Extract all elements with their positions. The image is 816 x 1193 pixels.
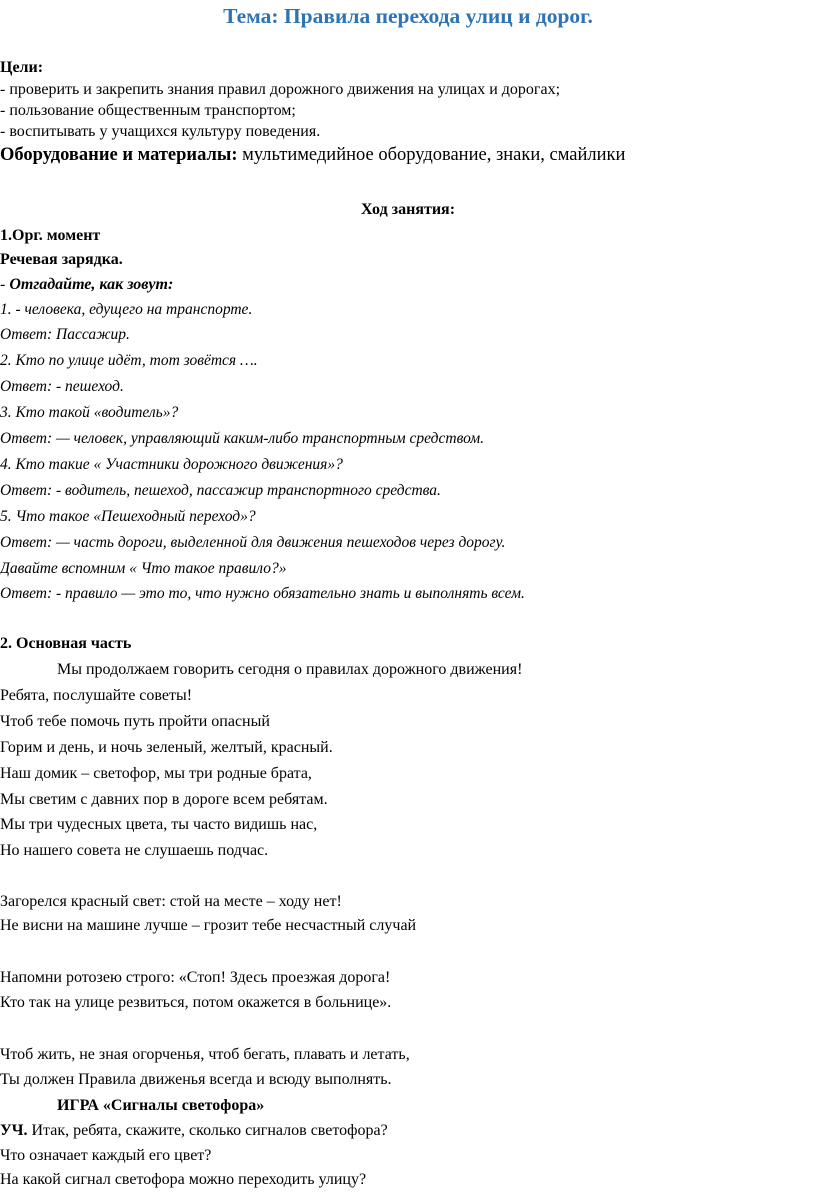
qa-line: 4. Кто такие « Участники дорожного движения»? bbox=[0, 456, 343, 473]
qa-line: Ответ: Пассажир. bbox=[0, 326, 130, 343]
riddle-prompt bbox=[0, 275, 173, 295]
equipment-line bbox=[0, 144, 625, 166]
page-title: Тема: Правила перехода улиц и дорог. bbox=[223, 4, 593, 28]
qa-line: Давайте вспомним « Что такое правило?» bbox=[0, 560, 287, 577]
section2-intro: Мы продолжаем говорить сегодня о правилах дорожного движения! bbox=[57, 661, 523, 678]
qa-line: 2. Кто по улице идёт, тот зовётся …. bbox=[0, 352, 258, 369]
teacher-label: УЧ. bbox=[0, 1122, 28, 1139]
section2-title: 2. Основная часть bbox=[0, 635, 132, 652]
qa-line: 1. - человека, едущего на транспорте. bbox=[0, 301, 253, 318]
prompt-text: Отгадайте, как зовут: bbox=[9, 276, 174, 293]
poem-line: Чтоб тебе помочь путь пройти опасный bbox=[0, 713, 270, 730]
poem-line: Наш домик – светофор, мы три родные брата, bbox=[0, 765, 312, 782]
poem-line: Горим и день, и ночь зеленый, желтый, красный. bbox=[0, 739, 333, 756]
poem-line: Кто так на улице резвиться, потом окажется в больнице». bbox=[0, 994, 392, 1011]
question-line: Что означает каждый его цвет? bbox=[0, 1147, 212, 1164]
qa-line: 5. Что такое «Пешеходный переход»? bbox=[0, 508, 256, 525]
question-line: На какой сигнал светофора можно переходить улицу? bbox=[0, 1171, 367, 1188]
equipment-text: мультимедийное оборудование, знаки, смайлики bbox=[237, 145, 626, 165]
prompt-dash: - bbox=[0, 276, 10, 293]
poem-line: Ребята, послушайте советы! bbox=[0, 687, 193, 704]
section1-title: 1.Орг. момент bbox=[0, 227, 101, 244]
poem-line: Чтоб жить, не зная огорченья, чтоб бегать, плавать и летать, bbox=[0, 1046, 410, 1063]
goal-item: - воспитывать у учащихся культуру поведения. bbox=[0, 123, 321, 140]
poem-line: Ты должен Правила движенья всегда и всюду выполнять. bbox=[0, 1071, 392, 1088]
poem-line: Но нашего совета не слушаешь подчас. bbox=[0, 842, 269, 859]
poem-line: Мы три чудесных цвета, ты часто видишь нас, bbox=[0, 816, 318, 833]
qa-line: 3. Кто такой «водитель»? bbox=[0, 404, 179, 421]
qa-line: Ответ: - правило — это то, что нужно обязательно знать и выполнять всем. bbox=[0, 585, 525, 602]
qa-line: Ответ: - водитель, пешеход, пассажир транспортного средства. bbox=[0, 482, 441, 499]
goals-label: Цели: bbox=[0, 59, 44, 76]
qa-line: Ответ: — часть дороги, выделенной для движения пешеходов через дорогу. bbox=[0, 534, 506, 551]
section1-subtitle: Речевая зарядка. bbox=[0, 251, 123, 268]
poem-line: Мы светим с давних пор в дороге всем ребятам. bbox=[0, 791, 328, 808]
equipment-label: Оборудование и материалы: bbox=[0, 145, 238, 165]
qa-line: Ответ: - пешеход. bbox=[0, 378, 124, 395]
goal-item: - пользование общественным транспортом; bbox=[0, 102, 296, 119]
goal-item: - проверить и закрепить знания правил дорожного движения на улицах и дорогах; bbox=[0, 81, 561, 98]
qa-line: Ответ: — человек, управляющий каким-либо транспортным средством. bbox=[0, 430, 485, 447]
poem-line: Напомни ротозею строго: «Стоп! Здесь проезжая дорога! bbox=[0, 969, 391, 986]
teacher-text: Итак, ребята, скажите, сколько сигналов светофора? bbox=[27, 1122, 388, 1139]
poem-line: Загорелся красный свет: стой на месте – ходу нет! bbox=[0, 893, 342, 910]
lesson-heading: Ход занятия: bbox=[360, 201, 456, 218]
game-title: ИГРА «Сигналы светофора» bbox=[57, 1097, 265, 1114]
poem-line: Не висни на машине лучше – грозит тебе несчастный случай bbox=[0, 917, 417, 934]
teacher-line bbox=[0, 1121, 388, 1141]
